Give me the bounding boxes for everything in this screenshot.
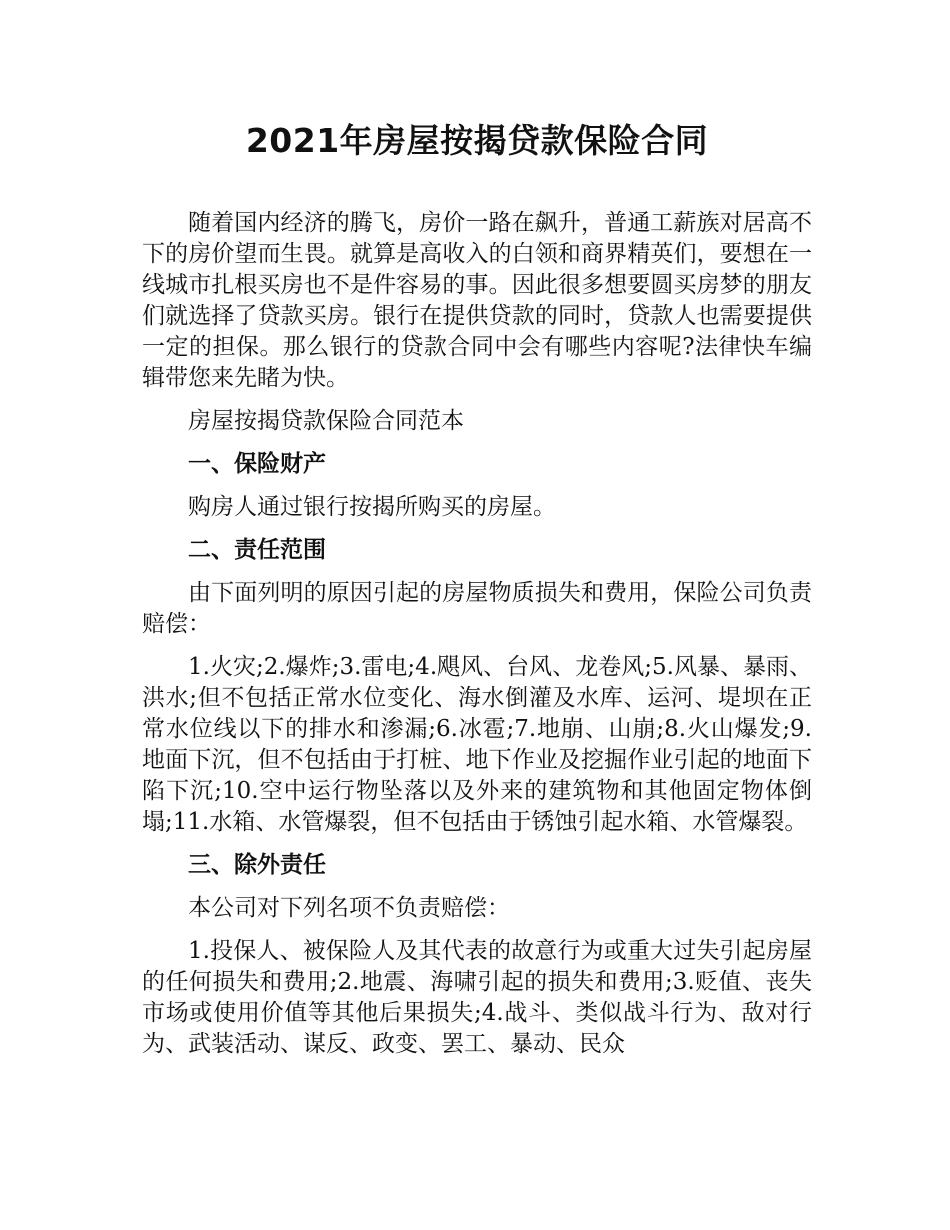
section-items-exclusions: 1.投保人、被保险人及其代表的故意行为或重大过失引起房屋的任何损失和费用;2.地震、海啸引起的损失和费用;3.贬值、丧失市场或使用价值等其他后果损失;4.战斗、类似战斗行为、敌对行为、武装活动、谋反、政变、罢工、暴动、民众 [142, 938, 812, 1057]
section-heading-liability-scope: 二、责任范围 [188, 537, 326, 563]
document-body [142, 118, 812, 1072]
section-heading-exclusions: 三、除外责任 [188, 852, 326, 878]
contract-subtitle: 房屋按揭贷款保险合同范本 [188, 408, 464, 434]
section-intro-liability-scope: 由下面列明的原因引起的房屋物质损失和费用，保险公司负责赔偿： [142, 580, 812, 637]
intro-paragraph: 随着国内经济的腾飞，房价一路在飙升，普通工薪族对居高不下的房价望而生畏。就算是高收入的白领和商界精英们，要想在一线城市扎根买房也不是件容易的事。因此很多想要圆买房梦的朋友们就选择了贷款买房。银行在提供贷款的同时，贷款人也需要提供一定的担保。那么银行的贷款合同中会有哪些内容呢?法律快车编辑带您来先睹为快。 [142, 210, 812, 391]
section-intro-exclusions: 本公司对下列名项不负责赔偿： [188, 895, 510, 921]
document-title: 2021年房屋按揭贷款保险合同 [245, 121, 709, 160]
section-text-insured-property: 购房人通过银行按揭所购买的房屋。 [188, 494, 556, 520]
section-heading-insured-property: 一、保险财产 [188, 451, 326, 477]
section-items-liability-scope: 1.火灾;2.爆炸;3.雷电;4.飓风、台风、龙卷风;5.风暴、暴雨、洪水;但不包括正常水位变化、海水倒灌及水库、运河、堤坝在正常水位线以下的排水和渗漏;6.冰雹;7.地崩、山崩;8.火山爆发;9.地面下沉，但不包括由于打桩、地下作业及挖掘作业引起的地面下陷下沉;10.空中运行物坠落以及外来的建筑物和其他固定物体倒塌;11.水箱、水管爆裂，但不包括由于锈蚀引起水箱、水管爆裂。 [142, 654, 812, 835]
